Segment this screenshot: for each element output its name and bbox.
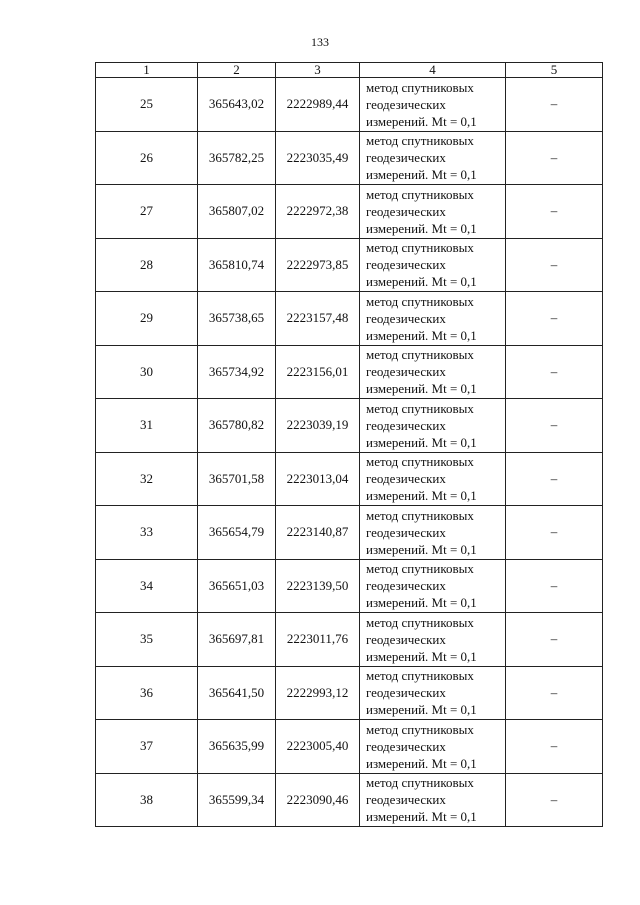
y-coordinate-cell: 2223005,40 bbox=[276, 720, 360, 774]
method-line: метод спутниковых bbox=[366, 186, 474, 202]
x-coordinate-cell: 365738,65 bbox=[198, 292, 276, 346]
y-coordinate-cell: 2223157,48 bbox=[276, 292, 360, 346]
y-coordinate-cell: 2223011,76 bbox=[276, 613, 360, 667]
method-cell bbox=[360, 559, 506, 613]
method-cell bbox=[360, 399, 506, 453]
table-row bbox=[96, 399, 603, 453]
method-line: метод спутниковых bbox=[366, 454, 474, 470]
table-row bbox=[96, 345, 603, 399]
point-number-cell: 29 bbox=[96, 292, 198, 346]
table-row bbox=[96, 666, 603, 720]
y-coordinate-cell: 2223139,50 bbox=[276, 559, 360, 613]
x-coordinate-cell: 365651,03 bbox=[198, 559, 276, 613]
note-cell: – bbox=[506, 238, 603, 292]
method-line: измерений. Mt = 0,1 bbox=[366, 167, 477, 183]
method-line: метод спутниковых bbox=[366, 775, 474, 791]
method-line: измерений. Mt = 0,1 bbox=[366, 434, 477, 450]
method-line: измерений. Mt = 0,1 bbox=[366, 488, 477, 504]
method-cell bbox=[360, 292, 506, 346]
table-row bbox=[96, 559, 603, 613]
method-line: геодезических bbox=[366, 792, 446, 808]
point-number-cell: 31 bbox=[96, 399, 198, 453]
point-number-cell: 28 bbox=[96, 238, 198, 292]
point-number-cell: 33 bbox=[96, 506, 198, 560]
note-cell: – bbox=[506, 78, 603, 132]
method-line: измерений. Mt = 0,1 bbox=[366, 113, 477, 129]
method-line: геодезических bbox=[366, 524, 446, 540]
x-coordinate-cell: 365810,74 bbox=[198, 238, 276, 292]
method-line: измерений. Mt = 0,1 bbox=[366, 327, 477, 343]
table-row bbox=[96, 613, 603, 667]
x-coordinate-cell: 365697,81 bbox=[198, 613, 276, 667]
point-number-cell: 32 bbox=[96, 452, 198, 506]
header-row bbox=[96, 63, 603, 78]
method-cell bbox=[360, 131, 506, 185]
method-line: геодезических bbox=[366, 96, 446, 112]
x-coordinate-cell: 365599,34 bbox=[198, 773, 276, 827]
y-coordinate-cell: 2223140,87 bbox=[276, 506, 360, 560]
note-cell: – bbox=[506, 720, 603, 774]
method-line: геодезических bbox=[366, 738, 446, 754]
note-cell: – bbox=[506, 506, 603, 560]
method-line: геодезических bbox=[366, 203, 446, 219]
x-coordinate-cell: 365643,02 bbox=[198, 78, 276, 132]
y-coordinate-cell: 2223013,04 bbox=[276, 452, 360, 506]
method-cell bbox=[360, 506, 506, 560]
note-cell: – bbox=[506, 613, 603, 667]
point-number-cell: 37 bbox=[96, 720, 198, 774]
method-cell bbox=[360, 720, 506, 774]
y-coordinate-cell: 2223090,46 bbox=[276, 773, 360, 827]
method-line: измерений. Mt = 0,1 bbox=[366, 648, 477, 664]
y-coordinate-cell: 2222993,12 bbox=[276, 666, 360, 720]
page-number: 133 bbox=[311, 35, 329, 49]
method-line: измерений. Mt = 0,1 bbox=[366, 541, 477, 557]
point-number-cell: 30 bbox=[96, 345, 198, 399]
note-cell: – bbox=[506, 773, 603, 827]
method-line: геодезических bbox=[366, 364, 446, 380]
coordinates-table bbox=[95, 62, 603, 827]
x-coordinate-cell: 365807,02 bbox=[198, 185, 276, 239]
table-row bbox=[96, 292, 603, 346]
method-cell bbox=[360, 773, 506, 827]
method-line: метод спутниковых bbox=[366, 293, 474, 309]
method-line: измерений. Mt = 0,1 bbox=[366, 595, 477, 611]
method-line: измерений. Mt = 0,1 bbox=[366, 381, 477, 397]
method-line: геодезических bbox=[366, 150, 446, 166]
x-coordinate-cell: 365782,25 bbox=[198, 131, 276, 185]
note-cell: – bbox=[506, 666, 603, 720]
method-line: метод спутниковых bbox=[366, 507, 474, 523]
method-line: измерений. Mt = 0,1 bbox=[366, 220, 477, 236]
note-cell: – bbox=[506, 399, 603, 453]
point-number-cell: 27 bbox=[96, 185, 198, 239]
method-cell bbox=[360, 238, 506, 292]
note-cell: – bbox=[506, 292, 603, 346]
method-line: метод спутниковых bbox=[366, 347, 474, 363]
note-cell: – bbox=[506, 345, 603, 399]
point-number-cell: 38 bbox=[96, 773, 198, 827]
method-line: измерений. Mt = 0,1 bbox=[366, 809, 477, 825]
table-row bbox=[96, 185, 603, 239]
method-line: измерений. Mt = 0,1 bbox=[366, 755, 477, 771]
method-line: геодезических bbox=[366, 578, 446, 594]
table-row bbox=[96, 131, 603, 185]
column-header-1: 1 bbox=[96, 63, 198, 78]
point-number-cell: 34 bbox=[96, 559, 198, 613]
method-line: метод спутниковых bbox=[366, 133, 474, 149]
x-coordinate-cell: 365635,99 bbox=[198, 720, 276, 774]
table-row bbox=[96, 720, 603, 774]
method-line: метод спутниковых bbox=[366, 614, 474, 630]
x-coordinate-cell: 365654,79 bbox=[198, 506, 276, 560]
method-line: геодезических bbox=[366, 471, 446, 487]
point-number-cell: 35 bbox=[96, 613, 198, 667]
table-row bbox=[96, 238, 603, 292]
method-line: метод спутниковых bbox=[366, 400, 474, 416]
point-number-cell: 25 bbox=[96, 78, 198, 132]
y-coordinate-cell: 2223156,01 bbox=[276, 345, 360, 399]
x-coordinate-cell: 365641,50 bbox=[198, 666, 276, 720]
method-line: измерений. Mt = 0,1 bbox=[366, 702, 477, 718]
method-cell bbox=[360, 613, 506, 667]
column-header-4: 4 bbox=[360, 63, 506, 78]
x-coordinate-cell: 365701,58 bbox=[198, 452, 276, 506]
method-line: метод спутниковых bbox=[366, 668, 474, 684]
method-cell bbox=[360, 78, 506, 132]
table-row bbox=[96, 773, 603, 827]
column-header-5: 5 bbox=[506, 63, 603, 78]
method-line: метод спутниковых bbox=[366, 561, 474, 577]
y-coordinate-cell: 2223039,19 bbox=[276, 399, 360, 453]
table-row bbox=[96, 506, 603, 560]
method-line: геодезических bbox=[366, 685, 446, 701]
note-cell: – bbox=[506, 185, 603, 239]
y-coordinate-cell: 2222989,44 bbox=[276, 78, 360, 132]
method-line: геодезических bbox=[366, 257, 446, 273]
note-cell: – bbox=[506, 559, 603, 613]
point-number-cell: 36 bbox=[96, 666, 198, 720]
method-line: измерений. Mt = 0,1 bbox=[366, 274, 477, 290]
method-line: геодезических bbox=[366, 417, 446, 433]
method-cell bbox=[360, 345, 506, 399]
x-coordinate-cell: 365734,92 bbox=[198, 345, 276, 399]
table-row bbox=[96, 78, 603, 132]
method-line: метод спутниковых bbox=[366, 79, 474, 95]
y-coordinate-cell: 2223035,49 bbox=[276, 131, 360, 185]
column-header-2: 2 bbox=[198, 63, 276, 78]
note-cell: – bbox=[506, 131, 603, 185]
column-header-3: 3 bbox=[276, 63, 360, 78]
point-number-cell: 26 bbox=[96, 131, 198, 185]
method-cell bbox=[360, 666, 506, 720]
note-cell: – bbox=[506, 452, 603, 506]
method-line: геодезических bbox=[366, 310, 446, 326]
method-cell bbox=[360, 185, 506, 239]
x-coordinate-cell: 365780,82 bbox=[198, 399, 276, 453]
y-coordinate-cell: 2222973,85 bbox=[276, 238, 360, 292]
method-line: геодезических bbox=[366, 631, 446, 647]
method-line: метод спутниковых bbox=[366, 240, 474, 256]
method-cell bbox=[360, 452, 506, 506]
method-line: метод спутниковых bbox=[366, 721, 474, 737]
table-row bbox=[96, 452, 603, 506]
y-coordinate-cell: 2222972,38 bbox=[276, 185, 360, 239]
